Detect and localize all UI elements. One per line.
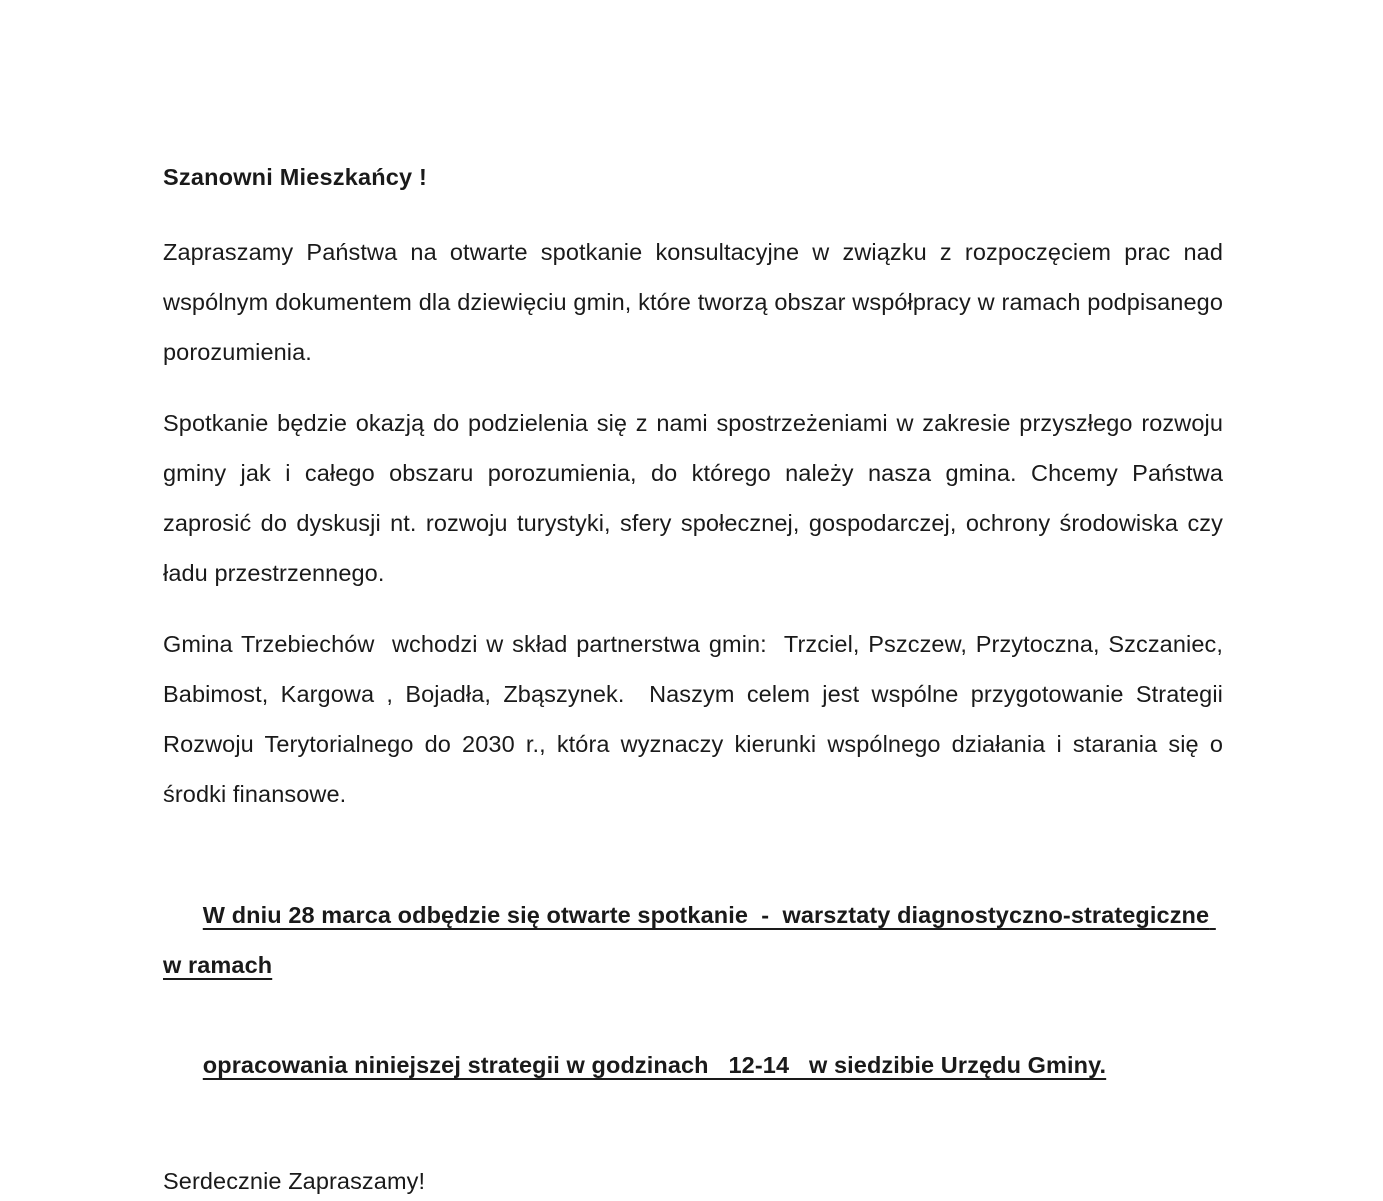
paragraph-meeting-purpose: Spotkanie będzie okazją do podzielenia się z nami spostrzeżeniami w zakresie przyszłego rozwoju gminy jak i całego obszaru porozumienia, do którego należy nasza gmina. Chcemy Państwa zaprosić do dyskusji nt. rozwoju turystyki, sfery społecznej, gospodarczej, ochrony środowiska czy ładu przestrzennego. bbox=[163, 410, 1230, 586]
page-title: Szanowni Mieszkańcy ! bbox=[163, 164, 428, 190]
document-body bbox=[163, 160, 1230, 1201]
event-details-line-1: W dniu 28 marca odbędzie się otwarte spotkanie - warsztaty diagnostyczno-strategiczne w ramach bbox=[163, 902, 1216, 978]
paragraph-partnership: Gmina Trzebiechów wchodzi w skład partnerstwa gmin: Trzciel, Pszczew, Przytoczna, Szczaniec, Babimost, Kargowa , Bojadła, Zbąszynek. Naszym celem jest wspólne przygotowanie Strategii Rozwoju Terytorialnego do 2030 r., która wyznaczy kierunki wspólnego działania i starania się o środki finansowe. bbox=[163, 631, 1230, 807]
event-details-line-2: opracowania niniejszej strategii w godzinach 12-14 w siedzibie Urzędu Gminy. bbox=[202, 1052, 1107, 1078]
paragraph-invitation: Zapraszamy Państwa na otwarte spotkanie konsultacyjne w związku z rozpoczęciem prac nad wspólnym dokumentem dla dziewięciu gmin, które tworzą obszar współpracy w ramach podpisanego porozumienia. bbox=[163, 239, 1230, 365]
event-details-block bbox=[163, 840, 1223, 1140]
closing-salutation: Serdecznie Zapraszamy! bbox=[163, 1168, 426, 1194]
